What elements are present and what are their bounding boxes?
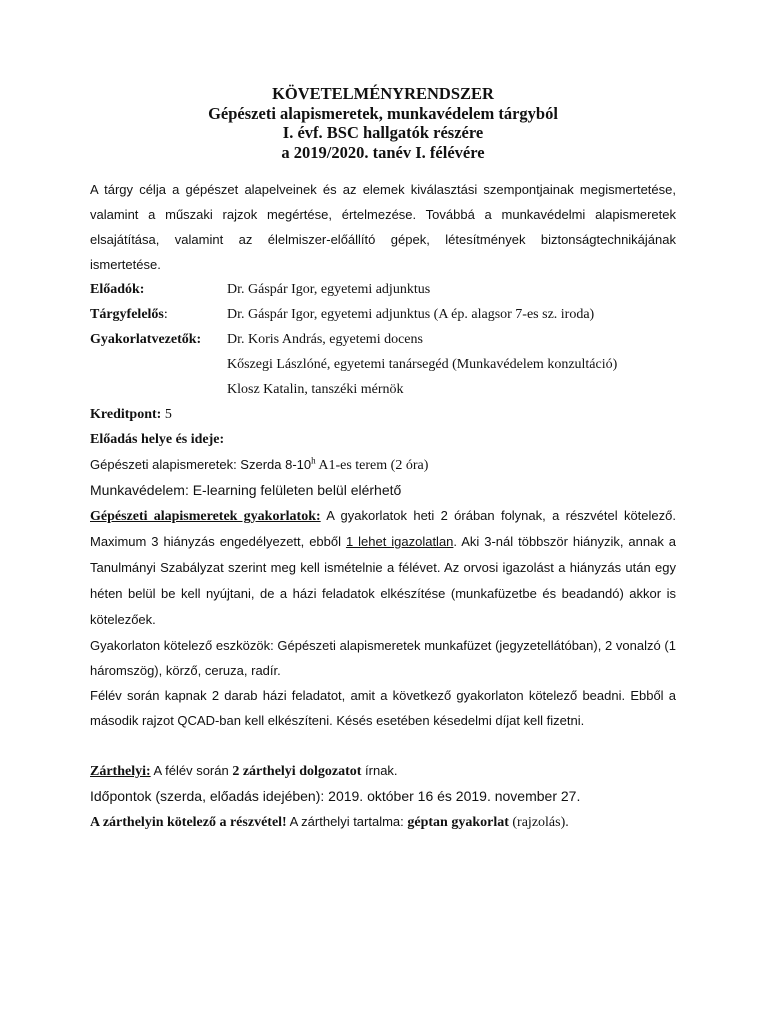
- credit-value: 5: [161, 407, 172, 422]
- responsible-label-wrap: [90, 302, 227, 327]
- lecture-heading: Előadás helye és ideje:: [90, 432, 225, 447]
- spacer: [90, 733, 676, 758]
- lecturers-value: Dr. Gáspár Igor, egyetemi adjunktus: [227, 282, 431, 297]
- exam-content-prefix: A zárthelyi tartalma:: [286, 814, 408, 829]
- exam-content-bold: géptan gyakorlat: [407, 815, 509, 830]
- lecturers-label: Előadók:: [90, 282, 145, 297]
- responsible-colon: :: [163, 307, 168, 322]
- practice-paragraph: [90, 503, 676, 633]
- lecturers-row: [90, 277, 676, 302]
- exam-label: Zárthelyi:: [90, 764, 151, 779]
- title-line-4: a 2019/2020. tanév I. félévére: [281, 142, 485, 162]
- exam-mandatory: A zárthelyin kötelező a részvétel!: [90, 815, 287, 830]
- credit-label: Kreditpont:: [90, 407, 162, 422]
- practice-leader-1: Dr. Koris András, egyetemi docens: [227, 332, 423, 347]
- document-page: [90, 84, 676, 835]
- practice-text-2: . Aki 3-nál többször hiányzik, annak a Tanulmányi Szabályzat szerint meg kell ismételnie a félévet. Az orvosi igazolást a hiányzás után egy héten belül be kell nyújtani, de a házi feladatok elkészítése (munkafüzetbe és beadandó) akkor is kötelezőek.: [90, 534, 677, 627]
- practice-leaders-row-2: [90, 352, 676, 377]
- practice-leaders-row-3: [90, 377, 676, 402]
- exam-mandatory-line: [90, 809, 676, 835]
- lecture-line-2: Munkavédelem: E-learning felületen belül elérhető: [90, 482, 402, 498]
- practice-leaders-label: Gyakorlatvezetők:: [90, 332, 202, 347]
- responsible-row: [90, 302, 676, 327]
- lecture-line-1-suffix: A1-es terem (2 óra): [315, 458, 429, 473]
- exam-count: 2 zárthelyi dolgozatot: [232, 764, 362, 779]
- intro-paragraph: A tárgy célja a gépészet alapelveinek és az elemek kiválasztási szempontjainak megismertetése, valamint a műszaki rajzok megértése, értelmezése. Továbbá a munkavédelmi alapismeretek elsajátítása, valamint az élelmiszer-előállító gépek, létesítmények biztonságtechnikájának ismertetése.: [90, 182, 676, 272]
- title-line-2: Gépészeti alapismeretek, munkavédelem tárgyból: [208, 103, 558, 123]
- responsible-label: Tárgyfelelős: [90, 307, 164, 322]
- credit-line: [90, 402, 676, 427]
- exam-text-2: írnak.: [361, 763, 398, 778]
- practice-leader-2: Kőszegi Lászlóné, egyetemi tanársegéd (Munkavédelem konzultáció): [227, 357, 618, 372]
- tools-paragraph: Gyakorlaton kötelező eszközök: Gépészeti alapismeretek munkafüzet (jegyzetellátóban), 2 vonalzó (1 háromszög), körző, ceruza, radír.: [90, 638, 676, 678]
- practice-unexcused: 1 lehet igazolatlan: [345, 534, 454, 549]
- homework-paragraph: Félév során kapnak 2 darab házi feladatot, amit a következő gyakorlaton kötelező beadni. Ebből a második rajzot QCAD-ban kell elkészíteni. Késés esetében késedelmi díjat kell fizetni.: [90, 688, 676, 728]
- exam-text-1: A félév során: [150, 763, 233, 778]
- title-line-3: I. évf. BSC hallgatók részére: [282, 123, 484, 142]
- exam-line: [90, 758, 676, 784]
- lecture-line-1-prefix: Gépészeti alapismeretek: Szerda 8-10: [90, 457, 312, 472]
- exam-content-suffix: (rajzolás).: [508, 815, 569, 830]
- practice-text-1: A gyakorlatok heti 2 órában folynak, a részvétel kötelező. Maximum 3 hiányzás engedélyezett, ebből: [90, 508, 676, 549]
- practice-leader-3: Klosz Katalin, tanszéki mérnök: [227, 382, 404, 397]
- practice-heading: Gépészeti alapismeretek gyakorlatok:: [90, 509, 321, 524]
- exam-dates: Időpontok (szerda, előadás idejében): 2019. október 16 és 2019. november 27.: [90, 788, 581, 804]
- document-title: [90, 84, 676, 162]
- title-line-1: KÖVETELMÉNYRENDSZER: [272, 84, 494, 103]
- practice-leaders-row: [90, 327, 676, 352]
- responsible-value: Dr. Gáspár Igor, egyetemi adjunktus (A ép. alagsor 7-es sz. iroda): [227, 307, 595, 322]
- lecture-line-1-sup: h: [311, 455, 316, 466]
- lecture-line-1: [90, 452, 676, 478]
